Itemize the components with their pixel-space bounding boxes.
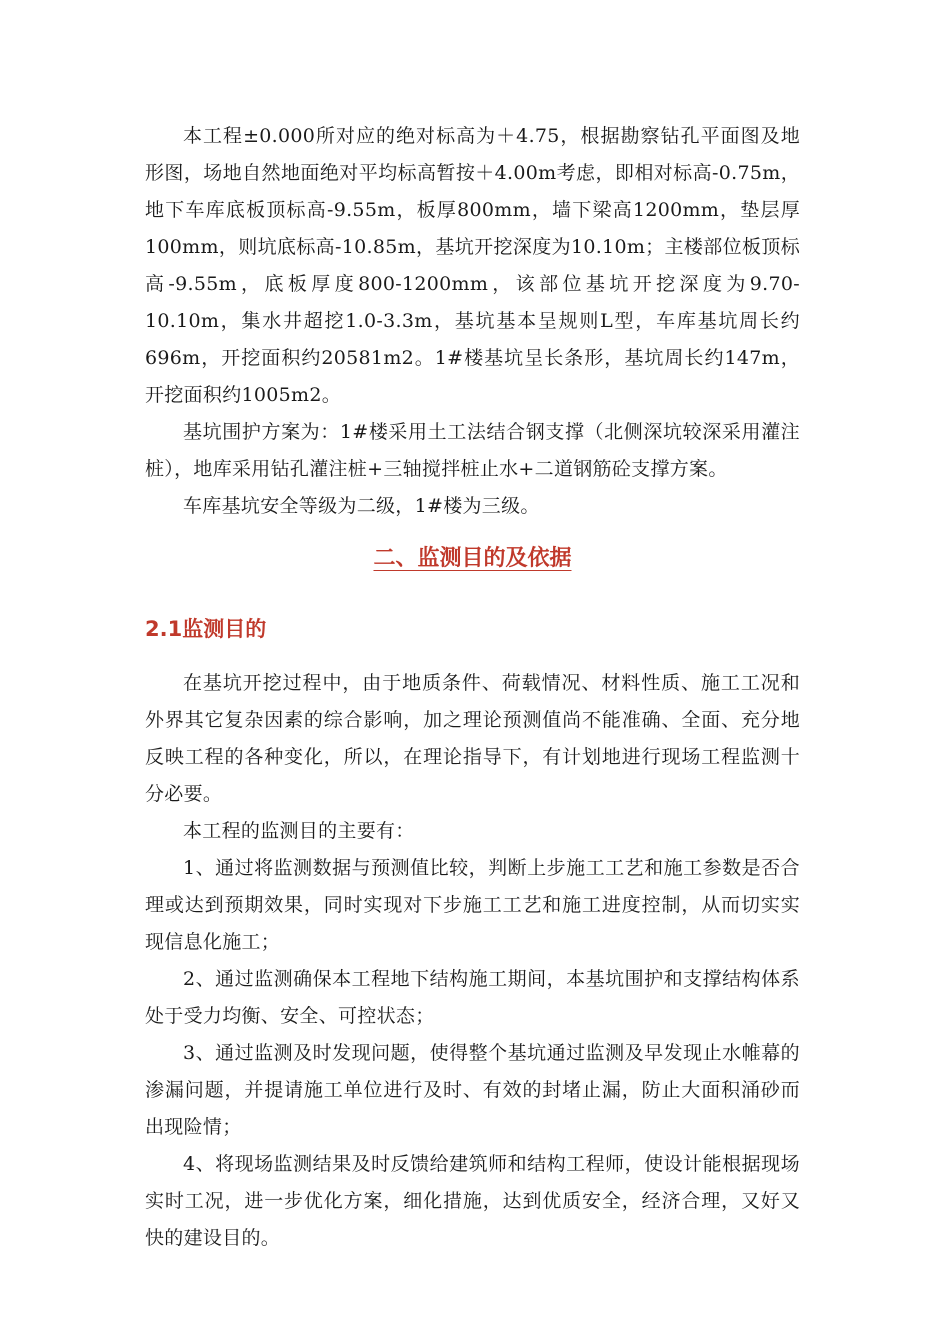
paragraph-elevation: 本工程±0.000所对应的绝对标高为＋4.75，根据勘察钻孔平面图及地形图，场地自然地面绝对平均标高暂按＋4.00m考虑，即相对标高-0.75m，地下车库底板顶标高-9.55m，板厚800mm，墙下梁高1200mm，垫层厚100mm，则坑底标高-10.85m，基坑开挖深度为10.10m；主楼部位板顶标高-9.55m，底板厚度800-1200mm，该部位基坑开挖深度为9.70-10.10m，集水井超挖1.0-3.3m，基坑基本呈规则L型，车库基坑周长约696m，开挖面积约20581m2。1#楼基坑呈长条形，基坑周长约147m，开挖面积约1005m2。 xyxy=(145,125,800,406)
paragraph-monitoring-necessity: 在基坑开挖过程中，由于地质条件、荷载情况、材料性质、施工工况和外界其它复杂因素的综合影响，加之理论预测值尚不能准确、全面、充分地反映工程的各种变化，所以，在理论指导下，有计划地进行现场工程监测十分必要。 xyxy=(145,672,800,805)
list-item-purpose-2: 2、通过监测确保本工程地下结构施工期间，本基坑围护和支撑结构体系处于受力均衡、安全、可控状态； xyxy=(145,968,800,1027)
list-item-purpose-1: 1、通过将监测数据与预测值比较，判断上步施工工艺和施工参数是否合理或达到预期效果，同时实现对下步施工工艺和施工进度控制，从而切实实现信息化施工； xyxy=(145,857,800,953)
paragraph-support-scheme: 基坑围护方案为：1#楼采用土工法结合钢支撑（北侧深坑较深采用灌注桩），地库采用钻孔灌注桩+三轴搅拌桩止水+二道钢筋砼支撑方案。 xyxy=(145,421,800,480)
paragraph-purposes-intro: 本工程的监测目的主要有： xyxy=(183,820,415,842)
list-item-purpose-3: 3、通过监测及时发现问题，使得整个基坑通过监测及早发现止水帷幕的渗漏问题，并提请施工单位进行及时、有效的封堵止漏，防止大面积涌砂而出现险情； xyxy=(145,1042,800,1138)
paragraph-safety-grade: 车库基坑安全等级为二级，1#楼为三级。 xyxy=(183,495,540,517)
section-title: 二、监测目的及依据 xyxy=(373,546,572,571)
subsection-title: 2.1监测目的 xyxy=(145,617,267,641)
list-item-purpose-4: 4、将现场监测结果及时反馈给建筑师和结构工程师，使设计能根据现场实时工况，进一步优化方案，细化措施，达到优质安全，经济合理，又好又快的建设目的。 xyxy=(145,1153,800,1249)
document-body xyxy=(145,118,800,1257)
